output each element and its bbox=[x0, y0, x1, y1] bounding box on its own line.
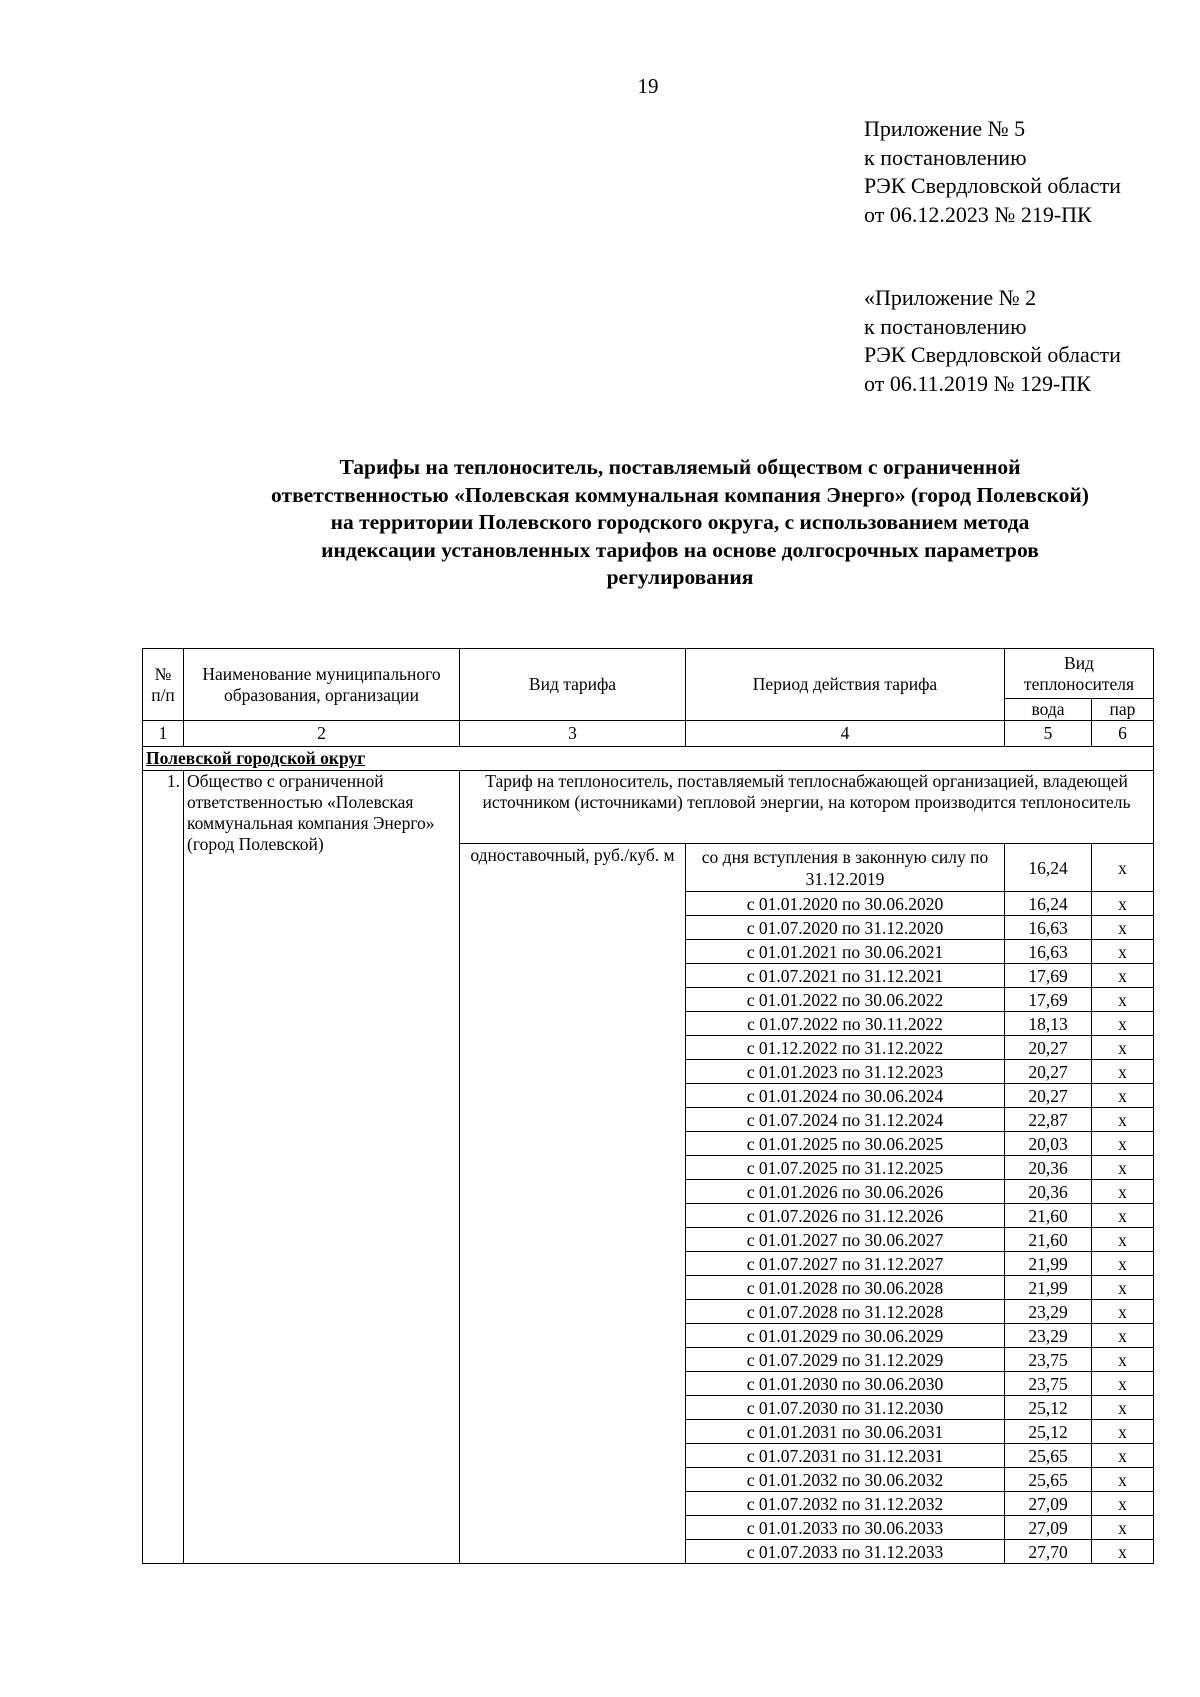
col-number: 2 bbox=[184, 721, 460, 747]
cell-steam: х bbox=[1092, 1300, 1154, 1324]
cell-water: 23,75 bbox=[1005, 1372, 1092, 1396]
cell-water: 20,27 bbox=[1005, 1084, 1092, 1108]
cell-water: 21,60 bbox=[1005, 1204, 1092, 1228]
cell-water: 23,29 bbox=[1005, 1324, 1092, 1348]
cell-period: с 01.01.2023 по 31.12.2023 bbox=[686, 1060, 1005, 1084]
cell-period: с 01.01.2021 по 30.06.2021 bbox=[686, 940, 1005, 964]
cell-steam: х bbox=[1092, 1540, 1154, 1564]
cell-period: с 01.01.2020 по 30.06.2020 bbox=[686, 892, 1005, 916]
appendix-line: Приложение № 5 bbox=[864, 116, 1026, 141]
header-name: Наименование муниципального образования, организации bbox=[184, 649, 460, 721]
cell-water: 25,12 bbox=[1005, 1396, 1092, 1420]
cell-water: 20,03 bbox=[1005, 1132, 1092, 1156]
cell-period: с 01.07.2024 по 31.12.2024 bbox=[686, 1108, 1005, 1132]
col-number: 6 bbox=[1092, 721, 1154, 747]
cell-period: с 01.01.2030 по 30.06.2030 bbox=[686, 1372, 1005, 1396]
cell-steam: х bbox=[1092, 1132, 1154, 1156]
cell-period: с 01.01.2032 по 30.06.2032 bbox=[686, 1468, 1005, 1492]
cell-steam: х bbox=[1092, 1084, 1154, 1108]
cell-water: 20,27 bbox=[1005, 1036, 1092, 1060]
appendix-current bbox=[864, 115, 1121, 229]
cell-water: 23,29 bbox=[1005, 1300, 1092, 1324]
cell-steam: х bbox=[1092, 1204, 1154, 1228]
cell-water: 27,09 bbox=[1005, 1492, 1092, 1516]
cell-steam: х bbox=[1092, 1108, 1154, 1132]
cell-period: с 01.01.2027 по 30.06.2027 bbox=[686, 1228, 1005, 1252]
cell-period: с 01.07.2025 по 31.12.2025 bbox=[686, 1156, 1005, 1180]
appendix-line: РЭК Свердловской области bbox=[864, 342, 1121, 367]
cell-steam: х bbox=[1092, 1324, 1154, 1348]
cell-water: 25,65 bbox=[1005, 1444, 1092, 1468]
cell-period: с 01.07.2032 по 31.12.2032 bbox=[686, 1492, 1005, 1516]
cell-water: 21,99 bbox=[1005, 1276, 1092, 1300]
header-tariff-type: Вид тарифа bbox=[460, 649, 686, 721]
organization-name: Общество с ограниченной ответственностью «Полевская коммунальная компания Энерго» (город Полевской) bbox=[184, 771, 460, 1564]
header-carrier: Вид теплоносителя bbox=[1005, 649, 1154, 699]
appendix-original bbox=[864, 284, 1121, 398]
cell-period: с 01.07.2029 по 31.12.2029 bbox=[686, 1348, 1005, 1372]
cell-water: 27,70 bbox=[1005, 1540, 1092, 1564]
cell-period: с 01.01.2024 по 30.06.2024 bbox=[686, 1084, 1005, 1108]
cell-steam: х bbox=[1092, 892, 1154, 916]
cell-period: с 01.07.2027 по 31.12.2027 bbox=[686, 1252, 1005, 1276]
cell-period: с 01.01.2025 по 30.06.2025 bbox=[686, 1132, 1005, 1156]
cell-water: 25,65 bbox=[1005, 1468, 1092, 1492]
title-line: регулирования bbox=[606, 565, 754, 589]
cell-water: 27,09 bbox=[1005, 1516, 1092, 1540]
appendix-line: от 06.11.2019 № 129-ПК bbox=[864, 370, 1091, 396]
cell-steam: х bbox=[1092, 988, 1154, 1012]
title-line: индексации установленных тарифов на основе долгосрочных параметров bbox=[321, 537, 1039, 562]
cell-water: 21,99 bbox=[1005, 1252, 1092, 1276]
cell-water: 20,27 bbox=[1005, 1060, 1092, 1084]
cell-water: 17,69 bbox=[1005, 964, 1092, 988]
section-heading: Полевской городской округ bbox=[143, 747, 1154, 771]
title-line: Тарифы на теплоноситель, поставляемый обществом с ограниченной bbox=[339, 455, 1021, 479]
cell-period: с 01.07.2031 по 31.12.2031 bbox=[686, 1444, 1005, 1468]
cell-water: 23,75 bbox=[1005, 1348, 1092, 1372]
cell-period: с 01.12.2022 по 31.12.2022 bbox=[686, 1036, 1005, 1060]
cell-water: 20,36 bbox=[1005, 1180, 1092, 1204]
cell-steam: х bbox=[1092, 1444, 1154, 1468]
appendix-line: к постановлению bbox=[864, 313, 1027, 339]
cell-steam: х bbox=[1092, 1348, 1154, 1372]
row-number: 1. bbox=[143, 771, 184, 1564]
cell-water: 16,24 bbox=[1005, 844, 1092, 892]
tariff-description: Тариф на теплоноситель, поставляемый теплоснабжающей организацией, владеющей источником (источниками) тепловой энергии, на котором производится теплоноситель bbox=[460, 771, 1154, 844]
cell-period: с 01.07.2028 по 31.12.2028 bbox=[686, 1300, 1005, 1324]
cell-period: с 01.07.2022 по 30.11.2022 bbox=[686, 1012, 1005, 1036]
page-number: 19 bbox=[637, 74, 659, 98]
cell-water: 20,36 bbox=[1005, 1156, 1092, 1180]
cell-steam: х bbox=[1092, 1060, 1154, 1084]
cell-steam: х bbox=[1092, 916, 1154, 940]
appendix-line: к постановлению bbox=[864, 144, 1027, 170]
cell-period: с 01.01.2031 по 30.06.2031 bbox=[686, 1420, 1005, 1444]
cell-water: 16,63 bbox=[1005, 940, 1092, 964]
appendix-line: «Приложение № 2 bbox=[864, 285, 1037, 310]
cell-water: 22,87 bbox=[1005, 1108, 1092, 1132]
cell-steam: х bbox=[1092, 1468, 1154, 1492]
cell-steam: х bbox=[1092, 1156, 1154, 1180]
cell-steam: х bbox=[1092, 964, 1154, 988]
header-period: Период действия тарифа bbox=[686, 649, 1005, 721]
tariff-table bbox=[142, 648, 1154, 1564]
cell-steam: х bbox=[1092, 1396, 1154, 1420]
cell-steam: х bbox=[1092, 1420, 1154, 1444]
col-number: 1 bbox=[143, 721, 184, 747]
cell-steam: х bbox=[1092, 1372, 1154, 1396]
cell-water: 17,69 bbox=[1005, 988, 1092, 1012]
cell-water: 21,60 bbox=[1005, 1228, 1092, 1252]
col-number: 3 bbox=[460, 721, 686, 747]
cell-period: с 01.07.2026 по 31.12.2026 bbox=[686, 1204, 1005, 1228]
cell-period: с 01.01.2033 по 30.06.2033 bbox=[686, 1516, 1005, 1540]
cell-period: с 01.01.2022 по 30.06.2022 bbox=[686, 988, 1005, 1012]
cell-steam: х bbox=[1092, 1516, 1154, 1540]
appendix-line: от 06.12.2023 № 219-ПК bbox=[864, 201, 1092, 227]
cell-period: с 01.07.2020 по 31.12.2020 bbox=[686, 916, 1005, 940]
col-number: 4 bbox=[686, 721, 1005, 747]
cell-steam: х bbox=[1092, 844, 1154, 892]
cell-period: с 01.07.2021 по 31.12.2021 bbox=[686, 964, 1005, 988]
title-line: на территории Полевского городского округа, с использованием метода bbox=[330, 510, 1030, 534]
header-num: № п/п bbox=[143, 649, 184, 721]
cell-period: с 01.01.2026 по 30.06.2026 bbox=[686, 1180, 1005, 1204]
cell-steam: х bbox=[1092, 1276, 1154, 1300]
title-line: ответственностью «Полевская коммунальная компания Энерго» (город Полевской) bbox=[271, 482, 1089, 507]
document-title bbox=[200, 454, 1160, 592]
cell-steam: х bbox=[1092, 1036, 1154, 1060]
cell-water: 18,13 bbox=[1005, 1012, 1092, 1036]
tariff-kind: одноставочный, руб./куб. м bbox=[460, 844, 686, 1564]
cell-steam: х bbox=[1092, 1492, 1154, 1516]
appendix-line: РЭК Свердловской области bbox=[864, 173, 1121, 198]
cell-steam: х bbox=[1092, 1252, 1154, 1276]
col-number: 5 bbox=[1005, 721, 1092, 747]
cell-steam: х bbox=[1092, 940, 1154, 964]
header-steam: пар bbox=[1092, 699, 1154, 721]
cell-water: 16,24 bbox=[1005, 892, 1092, 916]
cell-water: 25,12 bbox=[1005, 1420, 1092, 1444]
cell-period: со дня вступления в законную силу по 31.12.2019 bbox=[686, 844, 1005, 892]
cell-steam: х bbox=[1092, 1180, 1154, 1204]
cell-water: 16,63 bbox=[1005, 916, 1092, 940]
cell-period: с 01.07.2033 по 31.12.2033 bbox=[686, 1540, 1005, 1564]
cell-period: с 01.01.2028 по 30.06.2028 bbox=[686, 1276, 1005, 1300]
cell-steam: х bbox=[1092, 1012, 1154, 1036]
cell-period: с 01.01.2029 по 30.06.2029 bbox=[686, 1324, 1005, 1348]
cell-period: с 01.07.2030 по 31.12.2030 bbox=[686, 1396, 1005, 1420]
cell-steam: х bbox=[1092, 1228, 1154, 1252]
header-water: вода bbox=[1005, 699, 1092, 721]
